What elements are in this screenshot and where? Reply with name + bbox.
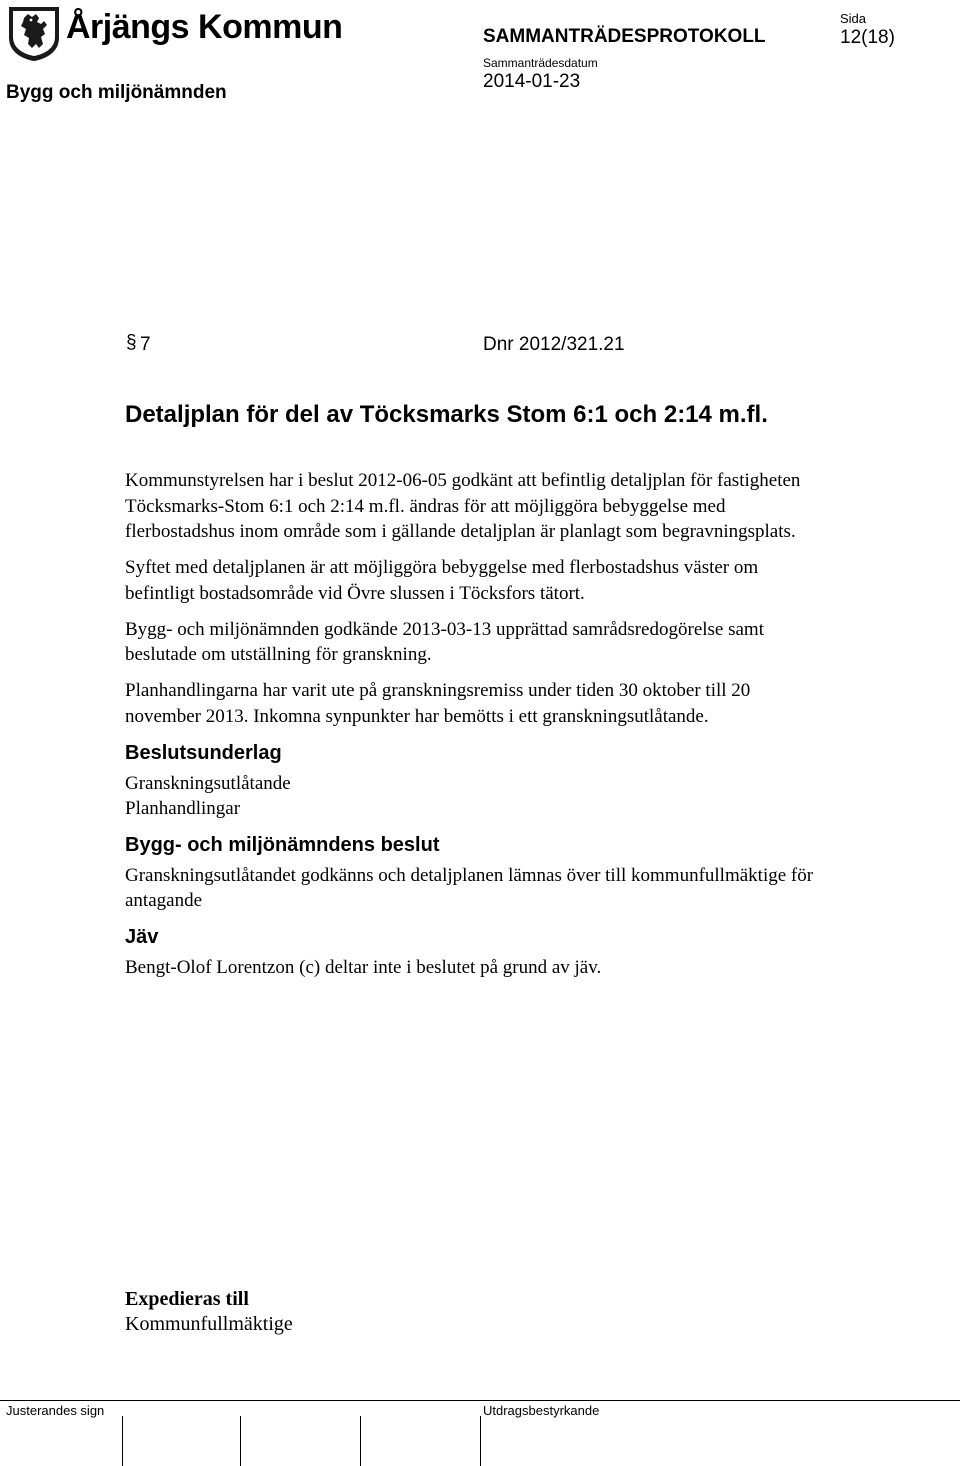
signature-field-divider bbox=[480, 1416, 481, 1466]
distribution-heading: Expedieras till bbox=[125, 1288, 249, 1310]
paragraph-consultation: Bygg- och miljönämnden godkände 2013-03-13 upprättad samrådsredogörelse samt beslutade om utställning för granskning. bbox=[125, 618, 764, 665]
distribution-block bbox=[125, 1287, 293, 1337]
meeting-date-value: 2014-01-23 bbox=[483, 71, 581, 92]
paragraph-background: Kommunstyrelsen har i beslut 2012-06-05 godkänt att befintlig detaljplan för fastigheten Töcksmarks-Stom 6:1 och 2:14 m.fl. ändras för att möjliggöra bebyggelse med flerbostadshus inom område som i gällande detaljplan är planlagt som begravningsplats. bbox=[125, 470, 801, 542]
beslutsunderlag-heading: Beslutsunderlag bbox=[125, 741, 282, 764]
section-mark: § bbox=[126, 332, 137, 353]
beslut-heading: Bygg- och miljönämndens beslut bbox=[125, 833, 440, 856]
committee-name: Bygg och miljönämnden bbox=[6, 82, 227, 103]
coat-of-arms-lion-icon bbox=[6, 4, 62, 62]
diary-number: Dnr 2012/321.21 bbox=[483, 334, 625, 355]
signature-field-divider bbox=[122, 1416, 123, 1466]
page-label: Sida bbox=[840, 11, 867, 26]
section-title: Detaljplan för del av Töcksmarks Stom 6:1 och 2:14 m.fl. bbox=[125, 401, 768, 428]
signature-field-divider bbox=[240, 1416, 241, 1466]
org-name: Årjängs Kommun bbox=[66, 8, 343, 46]
meeting-date-label: Sammanträdesdatum bbox=[483, 56, 598, 70]
section-number: 7 bbox=[140, 334, 151, 355]
jav-heading: Jäv bbox=[125, 926, 159, 948]
distribution-recipient: Kommunfullmäktige bbox=[125, 1313, 293, 1335]
list-item: Granskningsutlåtande bbox=[125, 772, 291, 794]
jav-text: Bengt-Olof Lorentzon (c) deltar inte i beslutet på grund av jäv. bbox=[125, 957, 602, 978]
beslut-text: Granskningsutlåtandet godkänns och detaljplanen lämnas över till kommunfullmäktige för antagande bbox=[125, 864, 814, 911]
page-number: 12(18) bbox=[840, 27, 895, 48]
footer-divider bbox=[0, 1400, 960, 1401]
utdragsbestyrkande-label: Utdragsbestyrkande bbox=[483, 1403, 600, 1418]
paragraph-review: Planhandlingarna har varit ute på granskningsremiss under tiden 30 oktober till 20 november 2013. Inkomna synpunkter har bemötts i ett granskningsutlåtande. bbox=[125, 680, 751, 727]
signature-field-divider bbox=[360, 1416, 361, 1466]
beslutsunderlag-list bbox=[125, 771, 815, 822]
document-type: SAMMANTRÄDESPROTOKOLL bbox=[483, 26, 766, 47]
list-item: Planhandlingar bbox=[125, 798, 241, 819]
justerandes-sign-label: Justerandes sign bbox=[6, 1403, 105, 1418]
protocol-body bbox=[125, 468, 815, 991]
paragraph-purpose: Syftet med detaljplanen är att möjliggöra bebyggelse med flerbostadshus väster om befintligt bostadsområde vid Övre slussen i Töcksfors tätort. bbox=[125, 557, 759, 604]
